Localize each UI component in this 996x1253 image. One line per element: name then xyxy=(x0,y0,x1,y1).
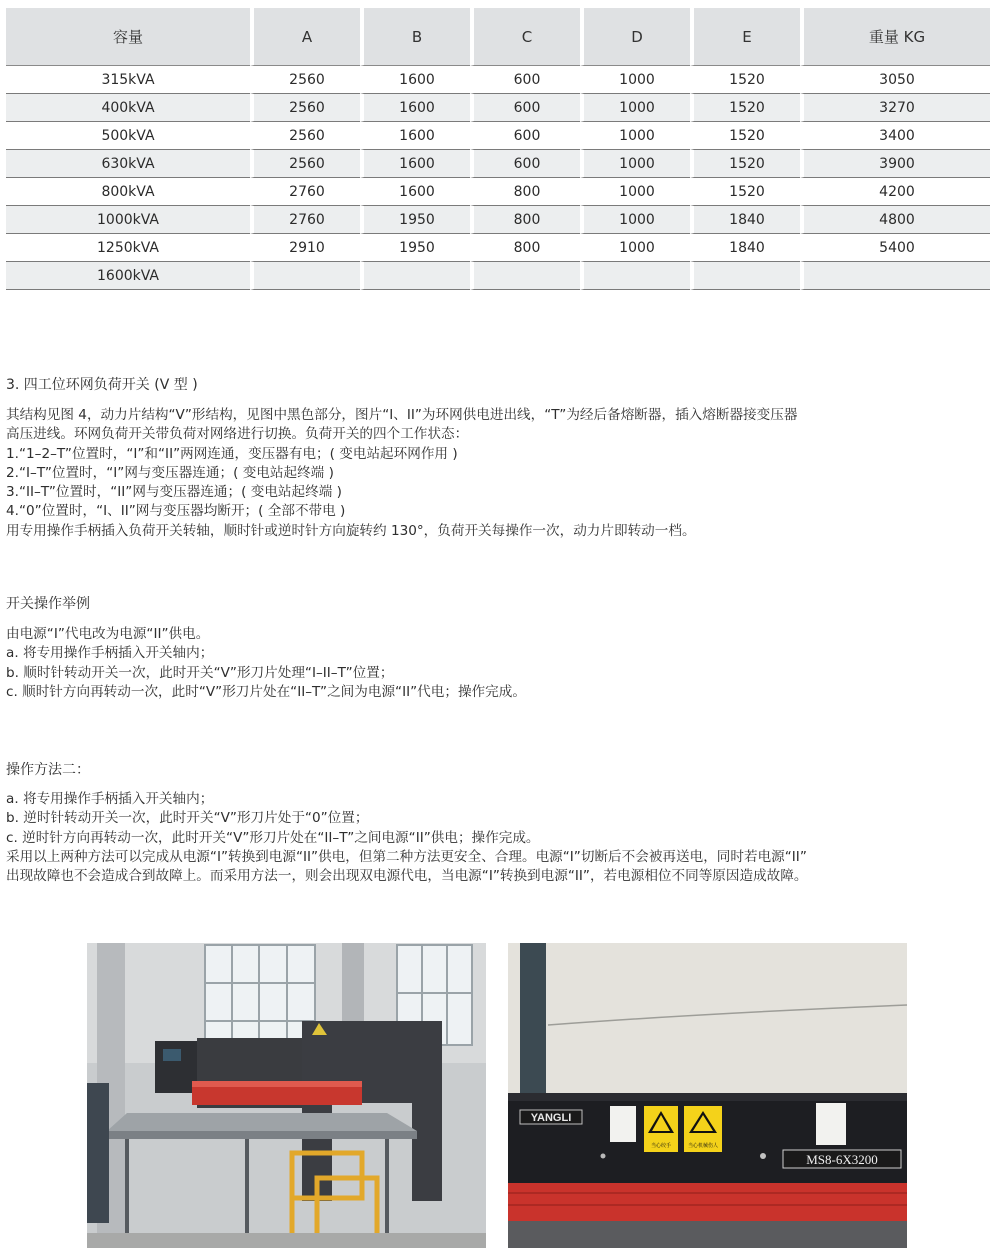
table-cell: 1000 xyxy=(580,150,690,178)
table-cell: 4200 xyxy=(800,178,990,206)
table-row xyxy=(6,122,990,150)
header-a: A xyxy=(250,8,360,66)
table-cell: 1520 xyxy=(690,178,800,206)
table-cell: 1600 xyxy=(360,122,470,150)
table-cell: 630kVA xyxy=(6,150,250,178)
method2-line: b. 逆时针转动开关一次，此时开关“V”形刀片处于“0”位置； xyxy=(6,810,369,827)
example-line: 由电源“I”代电改为电源“II”供电。 xyxy=(6,626,210,642)
spec-table xyxy=(6,8,990,290)
example-paragraph xyxy=(6,625,526,702)
punching-machine-image xyxy=(87,943,486,1248)
table-cell: 1000 xyxy=(580,206,690,234)
section3-title: 3. 四工位环网负荷开关 (V 型 ) xyxy=(6,377,198,393)
table-row xyxy=(6,94,990,122)
table-cell: 3050 xyxy=(800,66,990,94)
table-cell: 4800 xyxy=(800,206,990,234)
table-cell: 1950 xyxy=(360,206,470,234)
table-cell xyxy=(580,262,690,290)
table-cell: 1600 xyxy=(360,150,470,178)
table-cell: 2760 xyxy=(250,206,360,234)
table-cell: 500kVA xyxy=(6,122,250,150)
table-cell xyxy=(800,262,990,290)
table-cell: 2560 xyxy=(250,150,360,178)
example-title: 开关操作举例 xyxy=(6,596,90,612)
table-cell: 3400 xyxy=(800,122,990,150)
table-cell: 1950 xyxy=(360,234,470,262)
table-row xyxy=(6,206,990,234)
table-cell: 1600 xyxy=(360,178,470,206)
table-cell: 400kVA xyxy=(6,94,250,122)
warning-label-2: 当心机械伤人 xyxy=(687,1143,719,1149)
method2-paragraph xyxy=(6,790,807,886)
table-cell: 2560 xyxy=(250,94,360,122)
header-e: E xyxy=(690,8,800,66)
table-cell: 1600 xyxy=(360,94,470,122)
table-cell: 1520 xyxy=(690,94,800,122)
section3-line: 其结构见图 4，动力片结构“V”形结构，见图中黑色部分，图片“I、II”为环网供电进出线，“T”为经后备熔断器，插入熔断器接变压器 xyxy=(6,407,798,423)
table-cell xyxy=(360,262,470,290)
section3-line: 用专用操作手柄插入负荷开关转轴，顺时针或逆时针方向旋转约 130°，负荷开关每操作一次，动力片即转动一档。 xyxy=(6,522,696,539)
table-cell: 600 xyxy=(470,66,580,94)
section3-line: 2.“I–T”位置时，“I”网与变压器连通；( 变电站起终端 ) xyxy=(6,464,334,481)
table-cell: 1000 xyxy=(580,94,690,122)
photo-punching-machine xyxy=(87,943,486,1248)
model-text: MS8-6X3200 xyxy=(806,1152,878,1167)
table-cell: 800kVA xyxy=(6,178,250,206)
method2-line: 采用以上两种方法可以完成从电源“I”转换到电源“II”供电，但第二种方法更安全、合理。电源“I”切断后不会被再送电，同时若电源“II” xyxy=(6,848,807,865)
table-row xyxy=(6,150,990,178)
example-line: a. 将专用操作手柄插入开关轴内； xyxy=(6,645,214,662)
photo-shearing-machine xyxy=(508,943,907,1248)
table-cell xyxy=(690,262,800,290)
method2-title: 操作方法二： xyxy=(6,762,90,778)
method2-line: a. 将专用操作手柄插入开关轴内； xyxy=(6,791,214,807)
section3-line: 3.“II–T”位置时，“II”网与变压器连通；( 变电站起终端 ) xyxy=(6,484,342,501)
table-cell: 1520 xyxy=(690,66,800,94)
table-cell: 5400 xyxy=(800,234,990,262)
table-row xyxy=(6,66,990,94)
table-cell: 315kVA xyxy=(6,66,250,94)
table-cell: 800 xyxy=(470,234,580,262)
table-cell: 1600kVA xyxy=(6,262,250,290)
table-cell: 1840 xyxy=(690,234,800,262)
table-cell: 1000kVA xyxy=(6,206,250,234)
table-cell: 1000 xyxy=(580,66,690,94)
table-cell: 1000 xyxy=(580,234,690,262)
table-cell: 1000 xyxy=(580,122,690,150)
warning-label-1: 当心绞手 xyxy=(650,1143,672,1149)
example-line: c. 顺时针方向再转动一次，此时“V”形刀片处在“II–T”之间为电源“II”代电；操作完成。 xyxy=(6,683,526,700)
table-row xyxy=(6,178,990,206)
table-cell: 600 xyxy=(470,94,580,122)
table-cell xyxy=(470,262,580,290)
table-cell: 2910 xyxy=(250,234,360,262)
brand-text: YANGLI xyxy=(530,1112,572,1124)
table-cell: 600 xyxy=(470,122,580,150)
method2-line: c. 逆时针方向再转动一次，此时开关“V”形刀片处在“II–T”之间电源“II”供电；操作完成。 xyxy=(6,829,540,846)
table-cell: 800 xyxy=(470,178,580,206)
table-cell xyxy=(250,262,360,290)
table-cell: 1520 xyxy=(690,150,800,178)
table-row xyxy=(6,262,990,290)
table-cell: 2760 xyxy=(250,178,360,206)
method2-line: 出现故障也不会造成合到故障上。而采用方法一，则会出现双电源代电，当电源“I”转换到电源“II”，若电源相位不同等原因造成故障。 xyxy=(6,868,808,885)
table-row xyxy=(6,234,990,262)
table-cell: 3900 xyxy=(800,150,990,178)
header-b: B xyxy=(360,8,470,66)
table-cell: 1840 xyxy=(690,206,800,234)
section3-line: 4.“0”位置时，“I、II”网与变压器均断开；( 全部不带电 ) xyxy=(6,503,346,520)
section3-paragraph xyxy=(6,406,797,541)
header-capacity: 容量 xyxy=(6,8,250,66)
example-line: b. 顺时针转动开关一次，此时开关“V”形刀片处理“I–II–T”位置； xyxy=(6,664,394,681)
table-cell: 800 xyxy=(470,206,580,234)
table-cell: 1600 xyxy=(360,66,470,94)
table-header-row xyxy=(6,8,990,66)
table-cell: 2560 xyxy=(250,66,360,94)
section3-line: 高压进线。环网负荷开关带负荷对网络进行切换。负荷开关的四个工作状态： xyxy=(6,426,469,443)
table-cell: 1250kVA xyxy=(6,234,250,262)
table-cell: 2560 xyxy=(250,122,360,150)
section3-line: 1.“1–2–T”位置时，“I”和“II”两网连通，变压器有电；( 变电站起环网作用 ) xyxy=(6,445,458,462)
header-d: D xyxy=(580,8,690,66)
table-cell: 1000 xyxy=(580,178,690,206)
shearing-machine-image xyxy=(508,943,907,1248)
table-cell: 600 xyxy=(470,150,580,178)
header-c: C xyxy=(470,8,580,66)
table-cell: 1520 xyxy=(690,122,800,150)
table-cell: 3270 xyxy=(800,94,990,122)
header-weight: 重量 KG xyxy=(800,8,990,66)
